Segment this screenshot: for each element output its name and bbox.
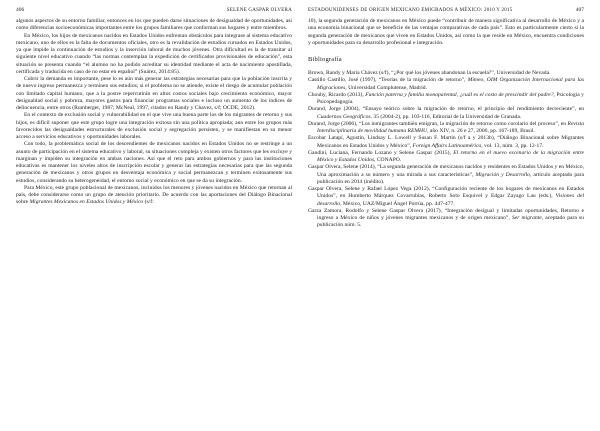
left-running-head: SELENE GASPAR OLVERA [226,8,292,13]
right-body-text [308,18,584,47]
text-run: Cubrir la demanda es importante, pese lo es aún más generar las estrategias necesarias para que la población inscrita y de nuevo ingreso permanezca y terminen sus estudios; si el problema no se atiende, existe el riesgo de acumular población con limitado capital humano, que a la postre repercutirán en altos costos sociales bajo crecimiento económico, mayor desigualdad social y pobreza, mayores gastos para financiar programas sociales e incluso un aumento de los índices de delincuencia, entre otros (Rumberger, 1987; McNeal, 1997, citados en Randy y Chavez, s/f; OCDE, 2012). [16,76,292,111]
text-run: , CONAPO. [374,157,402,163]
text-run: Castillo Castillo, José (1997), “Teorías de la migración de retorno”, [308,77,468,84]
text-run: , Universidad Complutense, Madrid. [345,84,427,91]
paragraph [16,33,292,77]
paragraph [16,141,292,185]
text-run: Gaspar Olvera, Selene (2014), “La segunda generación de mexicanos nacidos y residentes en Estados Unidos y en México, Una aproximación a su número y una mirada a sus características”, [308,164,584,178]
left-page-number: 406 [16,7,25,13]
text-run: Gaspar Olvera, Selene y Rafael López Vega (2012), “Configuración reciente de los hogares de mexicanos en Estados Unidos”, en Humberto Márquez Covarrubias, Roberto Soto Esquivel y Edgar Zayago Lau (eds.), [308,186,584,200]
text-run: En México, los hijos de mexicanos nacidos en Estados Unidos enfrentan obstáculos para integrase al sistema educativo mexicano, uno de ellos es la falta de documentos oficiales, otro es la revalidación de estudios cursados en Estados Unidos, ya que impide la continuación de estudios y la inserción laboral de muchos jóvenes. Otra dificultad es la de transitar al siguiente nivel educativo cuando “las normas contemplan la expedición de certificados provisionales de educación”, esta situación se presenta cuando “el alumno no ha podido acreditar su identidad mediante el acta de nacimiento apostillada, certificada y traducida en caso de no estar en español” (Suárez, 2014:85). [16,32,292,75]
text-run: , año XIV, n. 26 e 27, 2006, pp. 167-189, Brasil. [427,128,535,134]
italic-text: Migración y Desarrollo [475,171,530,178]
bibliography-entry [308,77,584,92]
paragraph [16,18,292,33]
text-run: Chouhy, Ricardo (2013), [308,91,366,98]
bibliography-heading: Bibliografía [308,56,342,63]
bibliography-entry [308,186,584,208]
right-page [300,0,600,431]
italic-text: Ser migrante [511,215,542,221]
left-running-header [16,7,292,13]
text-run: Brown, Randy y María Chávez (s/f), “¿Por qué los jóvenes abandonan la escuela?”, Universidad de Nevada. [308,70,551,76]
text-run: , artículo aceptado para publicación en 2014 (inédito). [317,171,584,185]
paragraph [16,185,292,207]
right-running-head: ESTADOUNIDENSES DE ORIGEN MEXICANO EMIGRADOS A MÉXICO: 2010 Y 2015 [308,8,513,13]
text-run: , vol. 13, núm. 3, pp. 12-17. [481,142,544,149]
right-page-number: 407 [575,7,584,13]
text-run: Gandini, Luciana, Fernando Lozano y Selene Gaspar (2015), [308,149,454,156]
italic-text: El retorno en el nuevo escenario de la migración entre México y Estados Unidos [317,149,585,163]
paragraph [308,18,584,47]
bibliography-entry [308,135,584,150]
text-run: algunos aspectos de su entorno familiar, entonces en los que pueden darse situaciones de desigualdad de oportunidades, así como diferencias socioeconómicas importantes entre los grupos familiares que conforman sus hogares y entre miembros. [16,18,292,32]
text-run: 10), la segunda generación de mexicanos en México puede “contribuir de manera significativa al desarrollo de México y a una economía binacional que se beneficie de las ventajas comparativas de cada país”. Esto es particularmente cierto si la segunda generación de mexicanos que viven en Estados Unidos, así como la que reside en México, encuentra condiciones y oportunidades para su desarrollo profesional e integración. [308,18,584,46]
text-run: Con todo, la problemática social de los descendientes de mexicanos nacidos en Estados Unidos no se restringe a un asunto de participación en el sistema educativo y laboral, su situaciones compleja y existen otros factores que les excluye y marginan y impiden su integración en ambas naciones. Así que el reto para ambos gobiernos y para las instituciones educativas es mantener los niveles altos de inscripción escolar y generar las estrategias necesarias para que las segunda generación de mexicanos y otros grupos en desventaja económica y social permanezcan y terminen exitosamente sus estudios, considerando su heterogeneidad, el entorno social y económico en que se da su integración. [16,141,292,184]
italic-text: Cuadernos Geográficos [317,113,371,120]
italic-text: Visiones del desarrollo [317,193,584,207]
text-run: , México, UAZ/Miguel Ángel Porrúa, pp. 447-477. [340,200,455,207]
italic-text: Mimeo, OIM Organización Internacional para las Migraciones [317,77,585,91]
italic-text: Foreign Affairs Latinoamérica [412,142,482,149]
paragraph [16,112,292,141]
text-run: Garza Zamora, Rodolfo y Selene Gaspar Olvera (2017), “Integración desigual y limitadas oportunidades, Retorno e ingreso a México de niños y jóvenes migrantes mexicanos y de origen mexicano”, [308,207,584,221]
text-run: En el contexto de exclusión social y vulnerabilidad en el que vive una buena parte los de los migrantes de retorno y sus hijos, es difícil suponer que este grupo logre una integración exitosa sin una política apropiada; aun entre los grupos más favorecidos las desigualdades estructurales de exclusión social y segregación persisten, y se manifiestan en su menor acceso a servicios educativos y oportunidades laborales. [16,112,292,140]
paragraph [16,76,292,112]
left-body-text [16,18,292,207]
text-run: Durand, Jorge (2004), “Ensayo teórico sobre la migración de retorno, el principio del rendimiento decreciente”, en [308,106,584,113]
text-run: Durand, Jorge (2006), “Los inmigrantes también emigran, la migración de retorno como corolario del proceso”, en [308,120,568,127]
text-run: , Psicología y Psicopedagogía. [317,91,584,105]
text-run: . 35 (2004-2), pp. 103-116, Editorial de la Universidad de Granada. [370,113,522,120]
text-run: , aceptado para su publicación núm. 5. [317,215,584,229]
right-running-header [308,7,584,13]
bibliography-entry [308,121,584,136]
italic-text: Función paterna y familia monoparental, ¿cuál es el costo de prescindir del padre? [365,91,554,98]
bibliography-entry [308,208,584,230]
bibliography-entry [308,150,584,165]
text-run: Escobar Latapí, Agustín, Lindsay L. Lowell y Susan F. Martin (s/f a y 2013b), “Diálogo Binacional sobre Migrantes Mexicanos en Estados Unidos y México”, [308,135,584,149]
bibliography-entry [308,92,584,107]
bibliography-entry [308,164,584,186]
italic-text: Revista Interdisciplinaria de movilidad humana REMHU [317,120,584,134]
italic-text: Migrantes Mexicanos en Estados Unidos y México [29,199,144,206]
bibliography-entry [308,106,584,121]
text-run: (s/f: [143,199,154,206]
text-run: Para México, este grupo poblacional de mexicanos, incluidos los menores y jóvenes nacidos en México que retornan al país, debe considerarse como un grupo de atención prioritario. De acuerdo con las aportaciones del Diálogo Binacional sobre [16,184,292,206]
bibliography-list [308,70,584,230]
